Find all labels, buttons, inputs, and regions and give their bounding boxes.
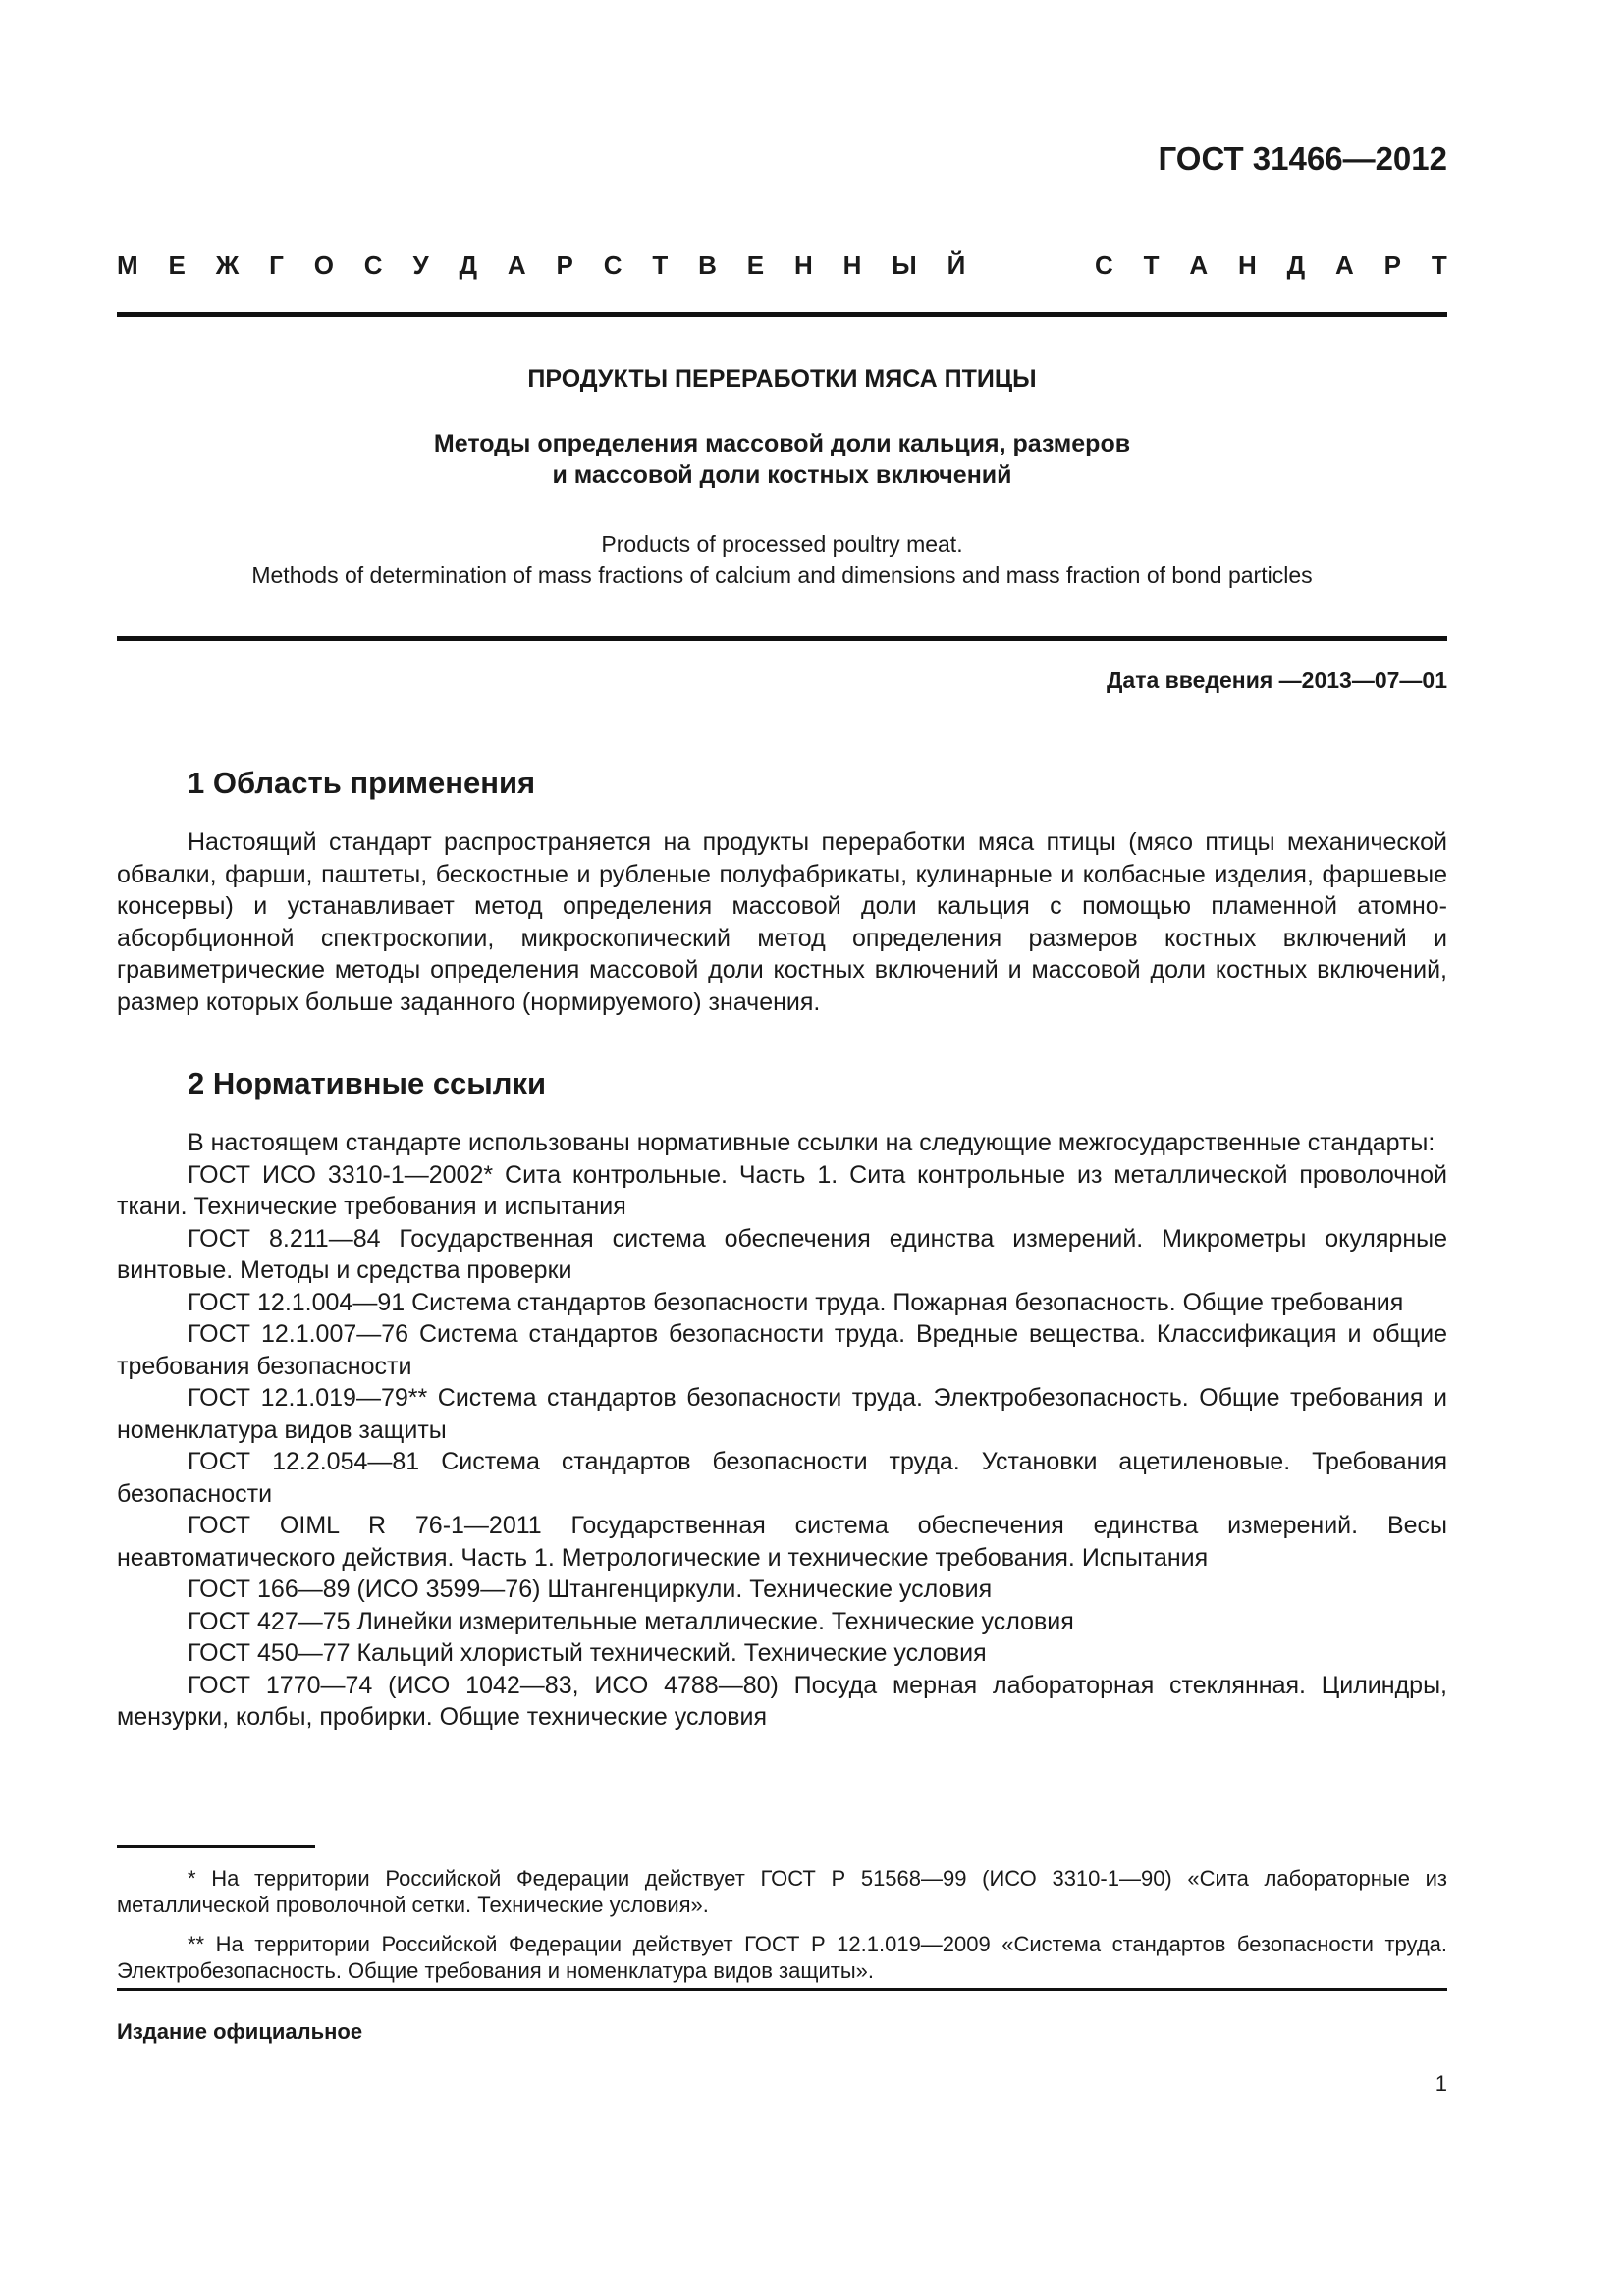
reference-item: ГОСТ 12.1.007—76 Система стандартов безопасности труда. Вредные вещества. Классификация и общие требования безопасности	[117, 1320, 1447, 1380]
standard-type-letter: С	[603, 250, 623, 280]
standard-type-letter: Д	[1286, 250, 1306, 280]
reference-item: ГОСТ 427—75 Линейки измерительные металлические. Технические условия	[188, 1607, 1074, 1635]
reference-item: ГОСТ 12.2.054—81 Система стандартов безопасности труда. Установки ацетиленовые. Требования безопасности	[117, 1448, 1447, 1508]
standard-type-letter: Т	[652, 250, 669, 280]
standard-type-letter: Д	[459, 250, 478, 280]
standard-type-letter: Ы	[892, 250, 917, 280]
standard-type-letter: Ж	[215, 250, 240, 280]
standard-type-letter: Г	[269, 250, 284, 280]
title-divider	[117, 636, 1447, 641]
footnote-separator	[117, 1845, 315, 1848]
standard-type-letter: А	[507, 250, 526, 280]
reference-item: ГОСТ 8.211—84 Государственная система обеспечения единства измерений. Микрометры окулярные винтовые. Методы и средства проверки	[117, 1224, 1447, 1284]
standard-type-letter: У	[412, 250, 429, 280]
gost-number: ГОСТ 31466—2012	[1158, 140, 1447, 177]
header-divider	[117, 312, 1447, 317]
standard-type-letter: Е	[746, 250, 765, 280]
standard-type-letter: Н	[793, 250, 813, 280]
standard-type-letter: А	[1335, 250, 1354, 280]
english-title	[117, 528, 1447, 591]
paragraph: В настоящем стандарте использованы нормативные ссылки на следующие межгосударственные стандарты:	[188, 1129, 1435, 1156]
footer-divider	[117, 1988, 1447, 1991]
reference-item: ГОСТ OIML R 76-1—2011 Государственная система обеспечения единства измерений. Весы неавтоматического действия. Часть 1. Метрологические и технические требования. Испытания	[117, 1512, 1447, 1572]
standard-type-letter: Т	[1431, 250, 1447, 280]
english-title-line: Methods of determination of mass fractions of calcium and dimensions and mass fraction of bond particles	[251, 562, 1313, 588]
footnote: ** На территории Российской Федерации действует ГОСТ Р 12.1.019—2009 «Система стандартов безопасности труда. Электробезопасность. Общие требования и номенклатура видов защиты».	[117, 1932, 1447, 1983]
footnote: * На территории Российской Федерации действует ГОСТ Р 51568—99 (ИСО 3310-1—90) «Сита лабораторные из металлической проволочной сетки. Технические условия».	[117, 1866, 1447, 1917]
section-1-body	[117, 827, 1447, 1018]
section-1-heading: 1 Область применения	[188, 766, 536, 800]
reference-item: ГОСТ 12.1.004—91 Система стандартов безопасности труда. Пожарная безопасность. Общие требования	[188, 1288, 1404, 1316]
standard-type-letter: В	[698, 250, 717, 280]
standard-type-letter: Й	[947, 250, 966, 280]
standard-type-letter: А	[1189, 250, 1209, 280]
footnotes	[117, 1865, 1447, 1997]
standard-type-letter: О	[313, 250, 334, 280]
standard-type-letter: Н	[842, 250, 862, 280]
document-title: ПРОДУКТЫ ПЕРЕРАБОТКИ МЯСА ПТИЦЫ	[527, 365, 1037, 393]
standard-type-letter: Е	[168, 250, 186, 280]
section-2-body	[117, 1127, 1447, 1734]
subtitle-line: Методы определения массовой доли кальция, размеров	[433, 430, 1131, 457]
reference-item: ГОСТ 450—77 Кальций хлористый технический. Технические условия	[188, 1639, 987, 1667]
reference-item: ГОСТ 12.1.019—79** Система стандартов безопасности труда. Электробезопасность. Общие требования и номенклатура видов защиты	[117, 1384, 1447, 1444]
reference-item: ГОСТ 1770—74 (ИСО 1042—83, ИСО 4788—80) Посуда мерная лабораторная стеклянная. Цилиндры, мензурки, колбы, пробирки. Общие технические условия	[117, 1671, 1447, 1731]
standard-type-letter: Р	[556, 250, 573, 280]
english-title-line: Products of processed poultry meat.	[601, 531, 963, 557]
subtitle-line: и массовой доли костных включений	[552, 461, 1012, 489]
edition-label: Издание официальное	[117, 2019, 363, 2044]
page-number: 1	[1435, 2071, 1447, 2096]
document-subtitle	[117, 428, 1447, 491]
reference-item: ГОСТ ИСО 3310-1—2002* Сита контрольные. Часть 1. Сита контрольные из металлической проволочной ткани. Технические требования и испытания	[117, 1160, 1447, 1220]
standard-type-letter: Т	[1143, 250, 1160, 280]
paragraph: Настоящий стандарт распространяется на продукты переработки мяса птицы (мясо птицы механической обвалки, фарши, паштеты, бескостные и рубленые полуфабрикаты, кулинарные и колбасные изделия, фаршевые консервы) и устанавливает метод определения массовой доли кальция с помощью пламенной атомно-абсорбционной спектроскопии, микроскопический метод определения размеров костных включений и гравиметрические методы определения массовой доли костных включений и массовой доли костных включений, размер которых больше заданного (нормируемого) значения.	[117, 828, 1447, 1016]
standard-type-heading	[117, 250, 1447, 281]
standard-type-letter: Н	[1238, 250, 1257, 280]
reference-item: ГОСТ 166—89 (ИСО 3599—76) Штангенциркули. Технические условия	[188, 1575, 993, 1603]
section-2-heading: 2 Нормативные ссылки	[188, 1066, 547, 1100]
introduction-date: Дата введения —2013—07—01	[1107, 667, 1447, 693]
standard-type-letter: М	[117, 250, 138, 280]
standard-type-letter: С	[1094, 250, 1113, 280]
standard-type-letter: Р	[1383, 250, 1402, 280]
standard-type-letter: С	[363, 250, 383, 280]
